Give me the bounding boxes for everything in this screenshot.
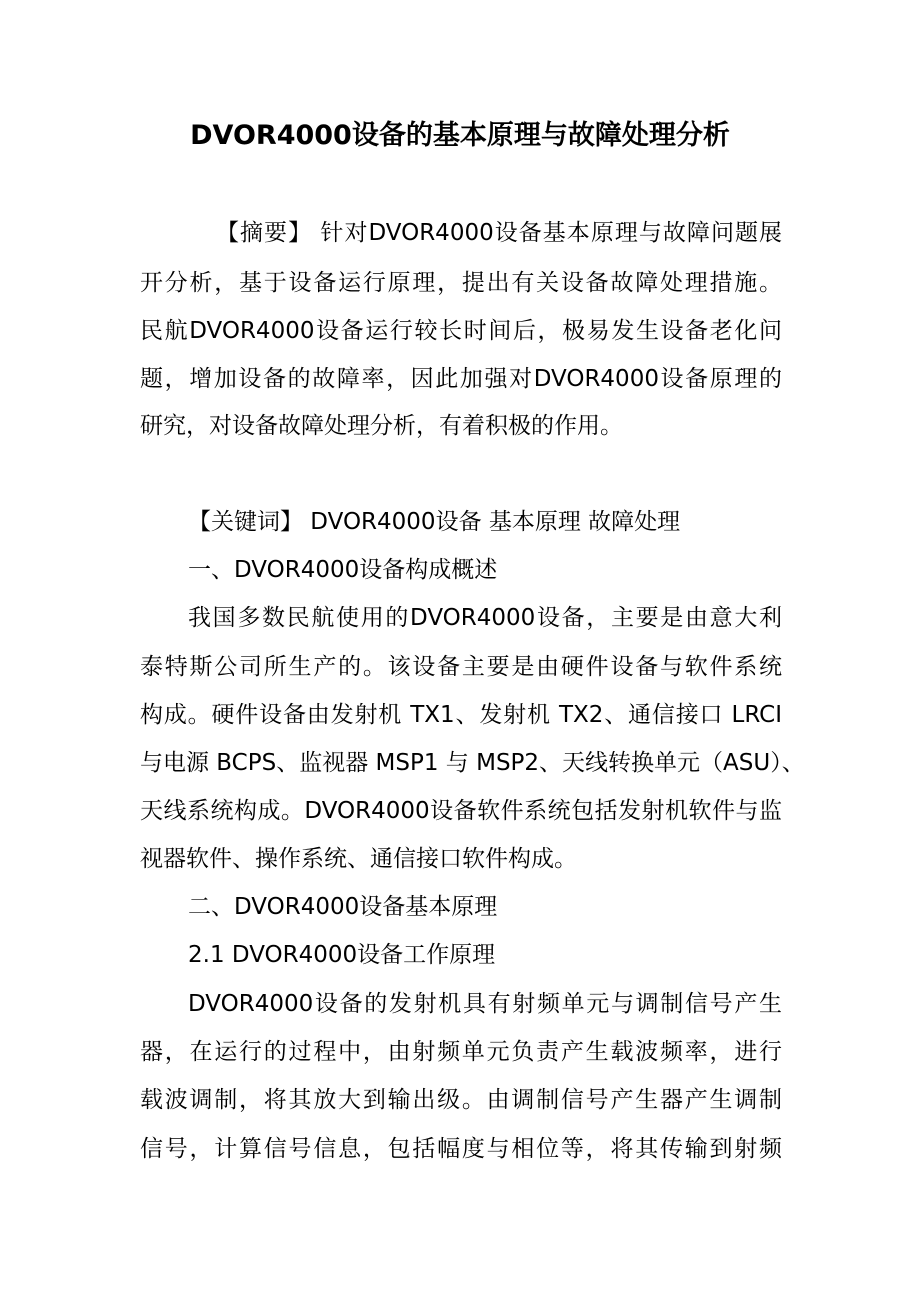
body-line: 我国多数民航使用的DVOR4000设备，主要是由意大利 [188, 605, 782, 631]
body-line: 泰特斯公司所生产的。该设备主要是由硬件设备与软件系统 [140, 654, 782, 680]
keywords: 【关键词】 DVOR4000设备 基本原理 故障处理 [188, 509, 681, 535]
body-line: 天线系统构成。DVOR4000设备软件系统包括发射机软件与监 [140, 798, 782, 824]
subsection-heading: 2.1 DVOR4000设备工作原理 [188, 942, 496, 968]
section-heading: 二、DVOR4000设备基本原理 [188, 894, 498, 920]
abstract-line: 开分析，基于设备运行原理，提出有关设备故障处理措施。 [140, 270, 782, 296]
document-title: DVOR4000设备的基本原理与故障处理分析 [190, 120, 730, 151]
section-heading: 一、DVOR4000设备构成概述 [188, 557, 498, 583]
body-line: 载波调制，将其放大到输出级。由调制信号产生器产生调制 [140, 1087, 782, 1113]
body-line: 信号，计算信号信息，包括幅度与相位等，将其传输到射频 [140, 1136, 782, 1162]
abstract-line: 民航DVOR4000设备运行较长时间后，极易发生设备老化问 [140, 318, 782, 344]
abstract-line: 题，增加设备的故障率，因此加强对DVOR4000设备原理的 [140, 366, 782, 392]
body-line: 与电源 BCPS、监视器 MSP1 与 MSP2、天线转换单元（ASU）、 [140, 750, 805, 776]
body-line: DVOR4000设备的发射机具有射频单元与调制信号产生 [188, 991, 782, 1017]
body-line: 器，在运行的过程中，由射频单元负责产生载波频率，进行 [140, 1039, 782, 1065]
body-line: 视器软件、操作系统、通信接口软件构成。 [140, 846, 577, 872]
abstract-line: 【摘要】 针对DVOR4000设备基本原理与故障问题展 [216, 220, 782, 246]
body-line: 构成。硬件设备由发射机 TX1、发射机 TX2、通信接口 LRCI [140, 702, 782, 728]
abstract-line: 研究，对设备故障处理分析，有着积极的作用。 [140, 413, 623, 439]
